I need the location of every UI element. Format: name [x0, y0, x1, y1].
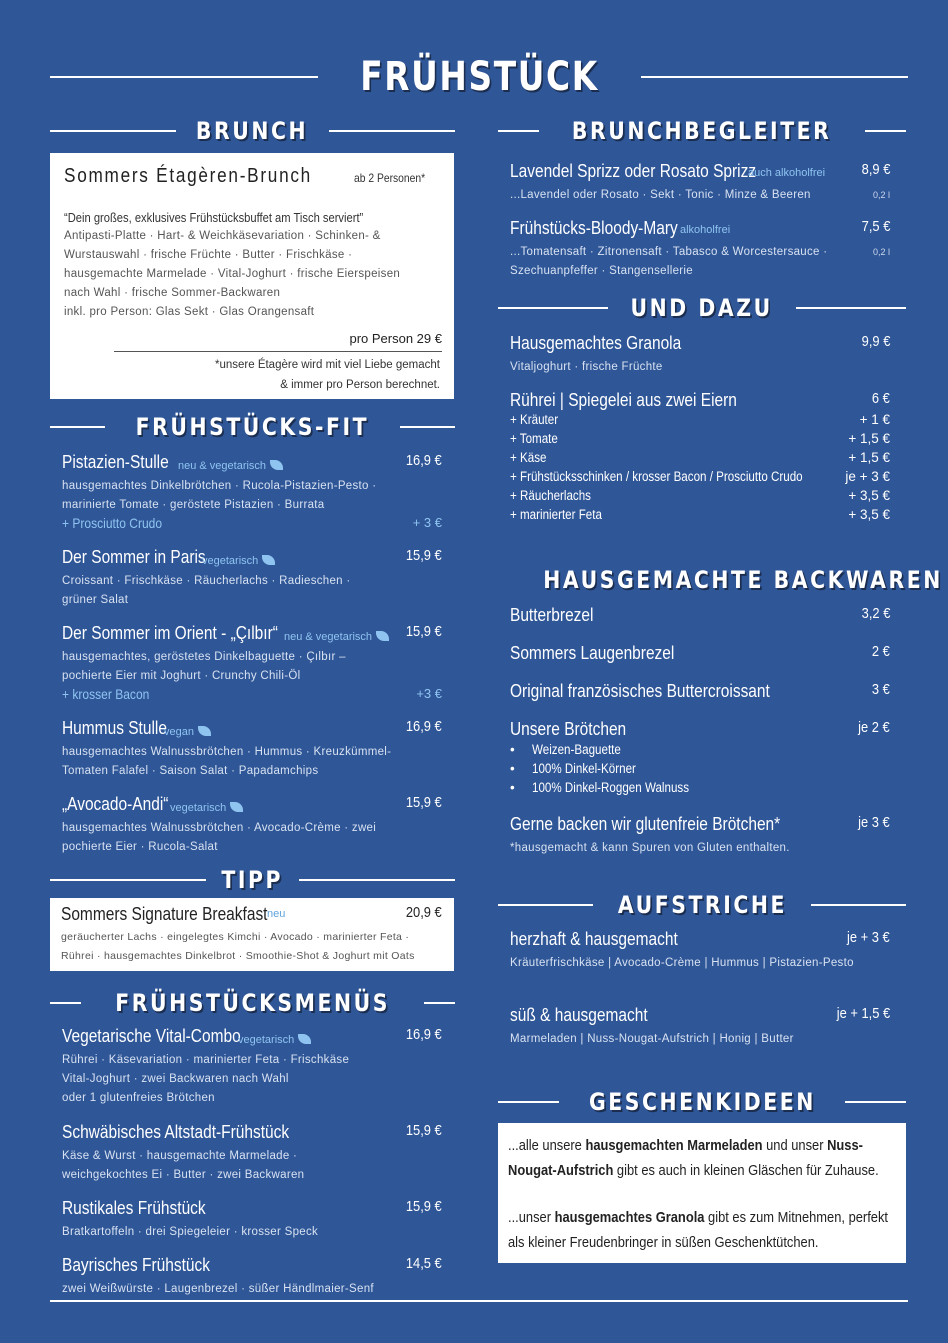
section-heading-geschenk: GESCHENKIDEEN [498, 1087, 906, 1117]
menu-item: Bayrisches Frühstück 14,5 € zwei Weißwürste · Laugenbrezel · süßer Händlmaier-Senf [62, 1255, 442, 1295]
menu-item: „Avocado-Andi“ vegetarisch 15,9 € hausgemachtes Walnussbrötchen · Avocado-Crème · zwei pochierte Eier · Rucola-Salat [62, 794, 442, 853]
item-price: 16,9 € [406, 718, 442, 735]
divider [50, 76, 318, 78]
section-heading-tipp: TIPP [50, 865, 455, 895]
section-heading-brunch: BRUNCH [50, 116, 455, 146]
item-name: Gerne backen wir glutenfreie Brötchen* [510, 814, 781, 834]
item-name: „Avocado-Andi“ [62, 794, 169, 814]
item-name: Der Sommer in Paris [62, 547, 206, 567]
item-price: 20,9 € [406, 904, 442, 921]
item-name: Lavendel Sprizz oder Rosato Sprizz [510, 161, 757, 181]
gift-text-1: ...alle unsere hausgemachten Marmeladen und unser Nuss-Nougat-Aufstrich gibt es auch in kleinen Gläschen für Zuhause. [508, 1137, 879, 1179]
item-tag: auch alkoholfrei [748, 167, 826, 179]
addon-row: + Kräuter + 1 € [510, 412, 890, 427]
item-extra-price: +3 € [416, 686, 442, 701]
menu-item: herzhaft & hausgemacht je + 3 € Kräuterfrischkäse | Avocado-Crème | Hummus | Pistazien-Pesto [510, 929, 890, 969]
menu-item: Rustikales Frühstück 15,9 € Bratkartoffeln · drei Spiegeleier · krosser Speck [62, 1198, 442, 1238]
item-name: Original französisches Buttercroissant [510, 681, 770, 701]
list-item: • 100% Dinkel-Roggen Walnuss [510, 780, 690, 795]
section-heading-menus: FRÜHSTÜCKSMENÜS [50, 988, 455, 1018]
gift-box [498, 1123, 906, 1263]
menu-item: Pistazien-Stulle neu & vegetarisch 16,9 € hausgemachtes Dinkelbrötchen · Rucola-Pistazien-Pesto · marinierte Tomate · geröstete Pistazien · Burrata + Prosciutto Crudo + 3 € [62, 452, 442, 531]
item-tag: vegetarisch [238, 1034, 295, 1046]
brunch-persons: ab 2 Personen* [354, 171, 426, 185]
item-price: 2 € [872, 643, 890, 660]
addon-row: + Frühstücksschinken / krosser Bacon / Prosciutto Crudo je + 3 € [510, 469, 890, 484]
menu-item: Der Sommer in Paris vegetarisch 15,9 € Croissant · Frischkäse · Räucherlachs · Radieschen · grüner Salat [62, 547, 442, 606]
section-heading-begleiter: BRUNCHBEGLEITER [498, 116, 906, 146]
item-price: 16,9 € [406, 452, 442, 469]
menu-item [510, 719, 890, 799]
menu-item [510, 390, 890, 526]
item-name: Der Sommer im Orient - „Çılbır“ [62, 623, 278, 643]
brunch-box: Sommers Étagèren-Brunch ab 2 Personen* “Dein großes, exklusives Frühstücksbuffet am Tisch serviert” Antipasti-Platte · Hart- & Weichkäsevariation · Schinken- & Wurstauswahl · frische Früchte · Butter · Frischkäse · hausgemachte Marmelade · Vital-Joghurt · frische Eierspeisen nach Wahl · frische Sommer-Backwaren inkl. pro Person: Glas Sekt · Glas Orangensaft pro Person 29 € *unsere Étagère wird mit viel Liebe gemacht & immer pro Person berechnet. [50, 153, 454, 399]
item-extra: + Prosciutto Crudo [62, 515, 163, 531]
item-name: Bayrisches Frühstück [62, 1255, 210, 1275]
menu-item: Schwäbisches Altstadt-Frühstück 15,9 € Käse & Wurst · hausgemachte Marmelade · weichgekochtes Ei · Butter · zwei Backwaren [62, 1122, 442, 1181]
volume: 0,2 l [872, 190, 890, 200]
list-item: • 100% Dinkel-Körner [510, 761, 636, 776]
item-tag: neu [267, 908, 286, 920]
section-heading-fit: FRÜHSTÜCKS-FIT [50, 412, 455, 442]
item-price: je + 1,5 € [836, 1005, 890, 1022]
addon-row: + Räucherlachs + 3,5 € [510, 488, 890, 503]
volume: 0,2 l [872, 247, 890, 257]
item-name: Hausgemachtes Granola [510, 333, 682, 353]
item-tag: neu & vegetarisch [284, 631, 373, 643]
item-tag: vegan [164, 726, 194, 738]
item-name: Sommers Laugenbrezel [510, 643, 675, 663]
menu-item: Hummus Stulle vegan 16,9 € hausgemachtes Walnussbrötchen · Hummus · Kreuzkümmel- Tomaten Falafel · Saison Salat · Papadamchips [62, 718, 442, 777]
item-name: Unsere Brötchen [510, 719, 627, 739]
item-price: je 3 € [858, 814, 890, 831]
divider [641, 76, 909, 78]
item-name: Vegetarische Vital-Combo [62, 1026, 241, 1046]
menu-item: Der Sommer im Orient - „Çılbır“ neu & vegetarisch 15,9 € hausgemachtes, geröstetes Dinkelbaguette · Çılbır – pochierte Eier mit Joghurt · Crunchy Chili-Öl + krosser Bacon +3 € [62, 623, 442, 702]
tipp-box: Sommers Signature Breakfast neu 20,9 € geräucherter Lachs · eingelegtes Kimchi · Avocado · marinierter Feta · Rührei · hausgemachtes Dinkelbrot · Smoothie-Shot & Joghurt mit Oats [50, 898, 454, 971]
item-extra: + krosser Bacon [62, 686, 150, 702]
menu-item [510, 681, 890, 702]
menu-item: Hausgemachtes Granola 9,9 € Vitaljoghurt · frische Früchte [510, 333, 890, 373]
item-name: Hummus Stulle [62, 718, 167, 738]
addon-row: + Tomate + 1,5 € [510, 431, 890, 446]
brunch-note: *unsere Étagère wird mit viel Liebe gemacht [214, 359, 440, 371]
item-name: Sommers Signature Breakfast [61, 904, 268, 924]
item-price: 15,9 € [406, 623, 442, 640]
item-price: 8,9 € [861, 161, 890, 178]
item-tag: alkoholfrei [680, 224, 731, 236]
item-price: 3 € [872, 681, 890, 698]
brunch-desc: Antipasti-Platte · Hart- & Weichkäsevariation · Schinken- & [64, 230, 381, 242]
item-price: 14,5 € [406, 1255, 442, 1272]
leaf-icon [298, 1034, 311, 1044]
addon-row: + Käse + 1,5 € [510, 450, 890, 465]
item-name: Frühstücks-Bloody-Mary [510, 218, 678, 238]
item-price: 16,9 € [406, 1026, 442, 1043]
item-name: Rührei | Spiegelei aus zwei Eiern [510, 390, 737, 410]
item-name: Butterbrezel [510, 605, 594, 625]
brunch-quote: “Dein großes, exklusives Frühstücksbuffet am Tisch serviert” [64, 210, 364, 225]
item-price: 15,9 € [406, 794, 442, 811]
item-tag: vegetarisch [170, 802, 227, 814]
item-price: 9,9 € [861, 333, 890, 350]
brunch-name: Sommers Étagèren-Brunch [64, 165, 312, 187]
item-price: 3,2 € [861, 605, 890, 622]
item-name: Schwäbisches Altstadt-Frühstück [62, 1122, 290, 1142]
item-price: je + 3 € [847, 929, 890, 946]
menu-item: Vegetarische Vital-Combo vegetarisch 16,9 € Rührei · Käsevariation · marinierter Feta · Frischkäse Vital-Joghurt · zwei Backwaren nach Wahl oder 1 glutenfreies Brötchen [62, 1026, 442, 1104]
item-price: 6 € [872, 390, 890, 407]
item-tag: neu & vegetarisch [178, 460, 267, 472]
item-name: Rustikales Frühstück [62, 1198, 206, 1218]
gift-text-2: ...unser hausgemachtes Granola gibt es zum Mitnehmen, perfekt als kleiner Freudenbringer in süßen Geschenktütchen. [508, 1209, 889, 1251]
leaf-icon [270, 460, 283, 470]
main-title-row [50, 52, 908, 102]
list-item: • Weizen-Baguette [510, 742, 621, 757]
item-price: 7,5 € [861, 218, 890, 235]
item-tag: vegetarisch [202, 555, 259, 567]
item-extra-price: + 3 € [412, 515, 442, 530]
menu-item: Frühstücks-Bloody-Mary alkoholfrei 7,5 € ...Tomatensaft · Zitronensaft · Tabasco & Worcestersauce · Szechuanpfeffer · Stangensellerie 0,2 l [510, 218, 890, 277]
item-price: 15,9 € [406, 1198, 442, 1215]
section-heading-backwaren: HAUSGEMACHTE BACKWAREN [543, 566, 943, 594]
bottom-divider [50, 1300, 908, 1302]
item-name: herzhaft & hausgemacht [510, 929, 678, 949]
item-price: 15,9 € [406, 547, 442, 564]
item-name: Pistazien-Stulle [62, 452, 169, 472]
leaf-icon [376, 631, 389, 641]
menu-item: süß & hausgemacht je + 1,5 € Marmeladen | Nuss-Nougat-Aufstrich | Honig | Butter [510, 1005, 890, 1045]
page-title: FRÜHSTÜCK [359, 54, 599, 100]
menu-item [510, 605, 890, 626]
item-price: je 2 € [858, 719, 890, 736]
addon-row: + marinierter Feta + 3,5 € [510, 507, 890, 522]
menu-item: Lavendel Sprizz oder Rosato Sprizz auch alkoholfrei 8,9 € ...Lavendel oder Rosato · Sekt · Tonic · Minze & Beeren 0,2 l [510, 161, 890, 201]
brunch-price: pro Person 29 € [349, 331, 442, 346]
leaf-icon [230, 802, 243, 812]
section-heading-aufstriche: AUFSTRICHE [498, 890, 906, 920]
leaf-icon [198, 726, 211, 736]
item-name: süß & hausgemacht [510, 1005, 648, 1025]
item-price: 15,9 € [406, 1122, 442, 1139]
section-heading-dazu: UND DAZU [498, 293, 906, 323]
leaf-icon [262, 555, 275, 565]
menu-item [510, 643, 890, 664]
menu-item: Gerne backen wir glutenfreie Brötchen* je 3 € *hausgemacht & kann Spuren von Gluten enthalten. [510, 814, 890, 854]
